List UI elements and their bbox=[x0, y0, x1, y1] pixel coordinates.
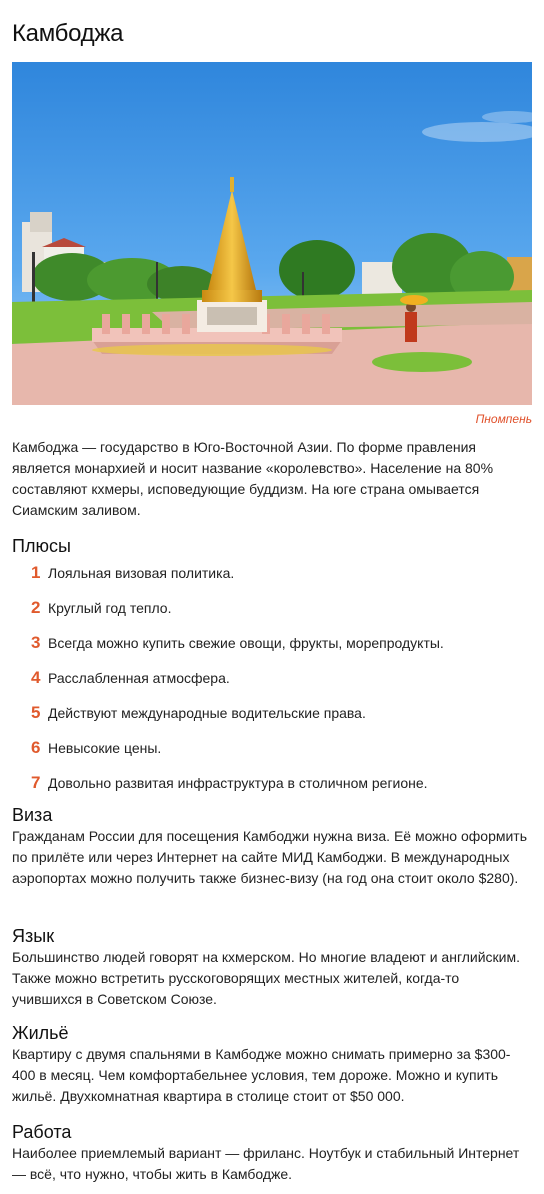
item-number: 6 bbox=[31, 738, 41, 757]
item-number: 5 bbox=[31, 703, 41, 722]
list-item bbox=[0, 734, 544, 769]
image-caption: Пномпень bbox=[475, 412, 532, 426]
item-number: 3 bbox=[31, 633, 41, 652]
item-number: 2 bbox=[31, 598, 41, 617]
item-text: Невысокие цены. bbox=[48, 740, 162, 756]
language-heading: Язык bbox=[12, 926, 55, 946]
item-number: 1 bbox=[31, 563, 41, 582]
list-item bbox=[0, 664, 544, 699]
language-paragraph: Большинство людей говорят на кхмерском. Но многие владеют и английским. Также можно встретить русскоговорящих местных жителей, когда-то учившихся в Советском Союзе. bbox=[12, 949, 521, 1007]
visa-heading: Виза bbox=[12, 805, 53, 825]
housing-paragraph: Квартиру с двумя спальнями в Камбодже можно снимать примерно за $300-400 в месяц. Чем комфортабельнее условия, тем дороже. Можно и купить жильё. Двухкомнатная квартира в столице стоит от $50 000. bbox=[12, 1046, 511, 1104]
list-item bbox=[0, 559, 544, 594]
pros-list bbox=[0, 559, 544, 804]
list-item bbox=[0, 594, 544, 629]
item-text: Круглый год тепло. bbox=[48, 600, 172, 616]
pros-heading: Плюсы bbox=[12, 536, 71, 556]
visa-paragraph: Гражданам России для посещения Камбоджи нужна виза. Её можно оформить по прилёте или через Интернет на сайте МИД Камбоджи. В международных аэропортах можно получить также бизнес-визу (на год она стоит около $280). bbox=[12, 828, 528, 886]
list-item bbox=[0, 699, 544, 734]
item-number: 7 bbox=[31, 773, 41, 792]
work-paragraph: Наиболее приемлемый вариант — фриланс. Ноутбук и стабильный Интернет — всё, что нужно, чтобы жить в Камбодже. bbox=[12, 1145, 520, 1182]
intro-paragraph: Камбоджа — государство в Юго-Восточной Азии. По форме правления является монархией и носит название «королевство». Население на 80% составляют кхмеры, исповедующие буддизм. На юге страна омывается Сиамским заливом. bbox=[12, 439, 494, 518]
item-text: Довольно развитая инфраструктура в столичном регионе. bbox=[48, 775, 428, 791]
item-text: Лояльная визовая политика. bbox=[48, 565, 235, 581]
list-item bbox=[0, 629, 544, 664]
city-photo bbox=[12, 62, 532, 405]
item-number: 4 bbox=[31, 668, 41, 687]
item-text: Действуют международные водительские права. bbox=[48, 705, 366, 721]
list-item bbox=[0, 769, 544, 804]
housing-heading: Жильё bbox=[12, 1023, 69, 1043]
page-title: Камбоджа bbox=[12, 20, 124, 47]
item-text: Всегда можно купить свежие овощи, фрукты, морепродукты. bbox=[48, 635, 444, 651]
work-heading: Работа bbox=[12, 1122, 72, 1142]
item-text: Расслабленная атмосфера. bbox=[48, 670, 230, 686]
